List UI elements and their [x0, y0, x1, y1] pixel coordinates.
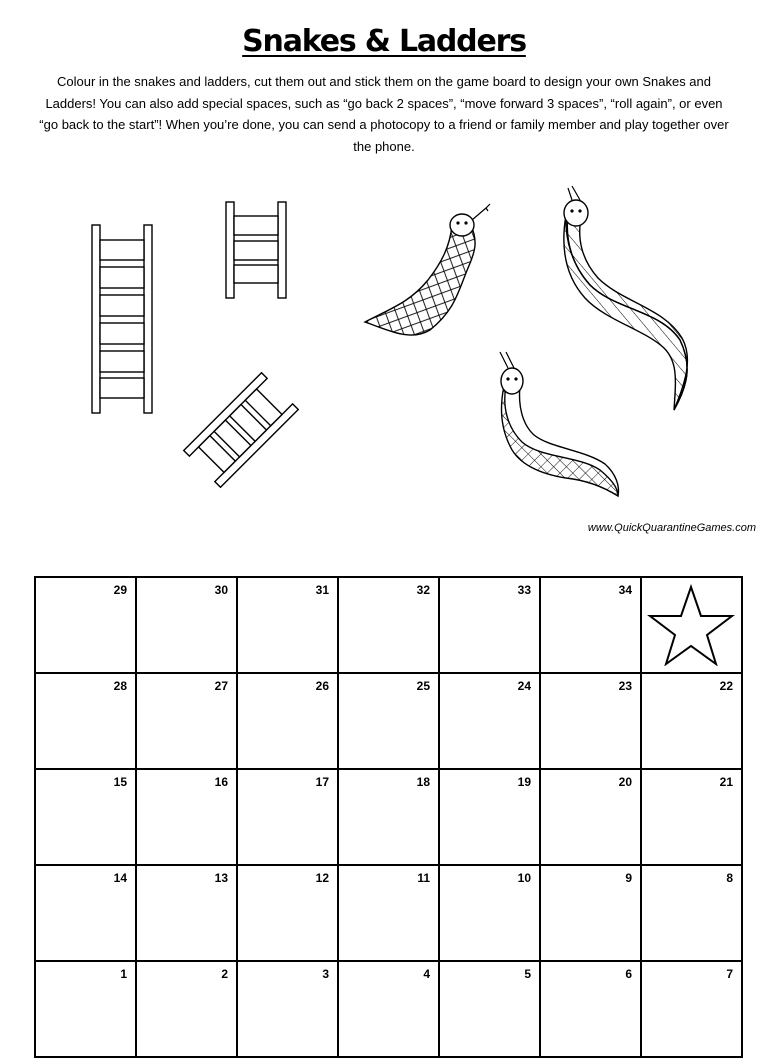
board-cell[interactable]	[641, 769, 742, 865]
short-ladder[interactable]	[226, 202, 286, 298]
cell-number: 28	[113, 679, 127, 693]
board-cell[interactable]	[439, 865, 540, 961]
board-row	[35, 961, 742, 1057]
cell-number: 20	[618, 775, 632, 789]
page-title: Snakes & Ladders	[242, 24, 526, 59]
board-cell[interactable]	[35, 577, 136, 673]
cell-number: 25	[416, 679, 430, 693]
board-cell[interactable]	[540, 577, 641, 673]
cell-number: 18	[416, 775, 430, 789]
cell-number: 16	[214, 775, 228, 789]
cell-number: 1	[120, 967, 127, 981]
cutout-pieces	[0, 180, 768, 510]
cell-number: 11	[417, 871, 430, 885]
tall-ladder[interactable]	[92, 225, 152, 413]
cell-number: 9	[625, 871, 632, 885]
board-cell[interactable]	[35, 769, 136, 865]
cell-number: 4	[423, 967, 430, 981]
board-cell[interactable]	[35, 961, 136, 1057]
cell-number: 23	[618, 679, 632, 693]
cell-number: 26	[315, 679, 329, 693]
finish-cell[interactable]	[641, 577, 742, 673]
board-cell[interactable]	[237, 577, 338, 673]
cell-number: 13	[214, 871, 228, 885]
cell-number: 5	[524, 967, 531, 981]
board-cell[interactable]	[641, 961, 742, 1057]
cell-number: 34	[618, 583, 632, 597]
cell-number: 14	[113, 871, 127, 885]
board-cell[interactable]	[439, 961, 540, 1057]
board-cell[interactable]	[439, 673, 540, 769]
board-cell[interactable]	[136, 673, 237, 769]
board-row	[35, 673, 742, 769]
game-board	[34, 576, 743, 1058]
cell-number: 17	[315, 775, 329, 789]
board-cell[interactable]	[35, 673, 136, 769]
board-cell[interactable]	[338, 865, 439, 961]
cell-number: 31	[315, 583, 329, 597]
board-cell[interactable]	[540, 961, 641, 1057]
snake-crosshatch-pattern[interactable]	[500, 352, 618, 496]
board-row	[35, 769, 742, 865]
diagonal-ladder[interactable]	[184, 373, 299, 488]
instructions-text: Colour in the snakes and ladders, cut them out and stick them on the game board to design your own Snakes and Ladders! You can also add special spaces, such as “go back 2 spaces”, “move forward 3 spaces”, “roll again”, or even “go back to the start”! When you’re done, you can send a photocopy to a friend or family member and play together over the phone.	[39, 74, 729, 154]
board-cell[interactable]	[540, 865, 641, 961]
snake-diamond-pattern[interactable]	[365, 204, 490, 335]
cell-number: 22	[719, 679, 733, 693]
board-cell[interactable]	[439, 769, 540, 865]
board-cell[interactable]	[237, 769, 338, 865]
cell-number: 10	[517, 871, 531, 885]
star-icon	[646, 582, 736, 666]
cell-number: 12	[315, 871, 329, 885]
board-cell[interactable]	[641, 673, 742, 769]
board-cell[interactable]	[237, 673, 338, 769]
board-cell[interactable]	[338, 577, 439, 673]
board-cell[interactable]	[136, 865, 237, 961]
board-cell[interactable]	[338, 769, 439, 865]
board-cell[interactable]	[540, 769, 641, 865]
cell-number: 7	[726, 967, 733, 981]
board-cell[interactable]	[136, 961, 237, 1057]
board-cell[interactable]	[237, 961, 338, 1057]
cell-number: 30	[214, 583, 228, 597]
cell-number: 29	[113, 583, 127, 597]
cell-number: 3	[322, 967, 329, 981]
cell-number: 19	[517, 775, 531, 789]
cell-number: 6	[625, 967, 632, 981]
board-cell[interactable]	[338, 961, 439, 1057]
cell-number: 27	[214, 679, 228, 693]
board-row	[35, 577, 742, 673]
cell-number: 33	[517, 583, 531, 597]
cell-number: 24	[517, 679, 531, 693]
board-cell[interactable]	[35, 865, 136, 961]
board-cell[interactable]	[338, 673, 439, 769]
board-cell[interactable]	[641, 865, 742, 961]
board-cell[interactable]	[136, 577, 237, 673]
cell-number: 32	[416, 583, 430, 597]
board-cell[interactable]	[540, 673, 641, 769]
board-cell[interactable]	[136, 769, 237, 865]
cell-number: 2	[221, 967, 228, 981]
cell-number: 15	[113, 775, 127, 789]
snake-banded-pattern[interactable]	[564, 186, 688, 410]
board-cell[interactable]	[439, 577, 540, 673]
board-cell[interactable]	[237, 865, 338, 961]
website-credit: www.QuickQuarantineGames.com	[587, 522, 756, 534]
board-row	[35, 865, 742, 961]
cell-number: 8	[726, 871, 733, 885]
cell-number: 21	[719, 775, 733, 789]
